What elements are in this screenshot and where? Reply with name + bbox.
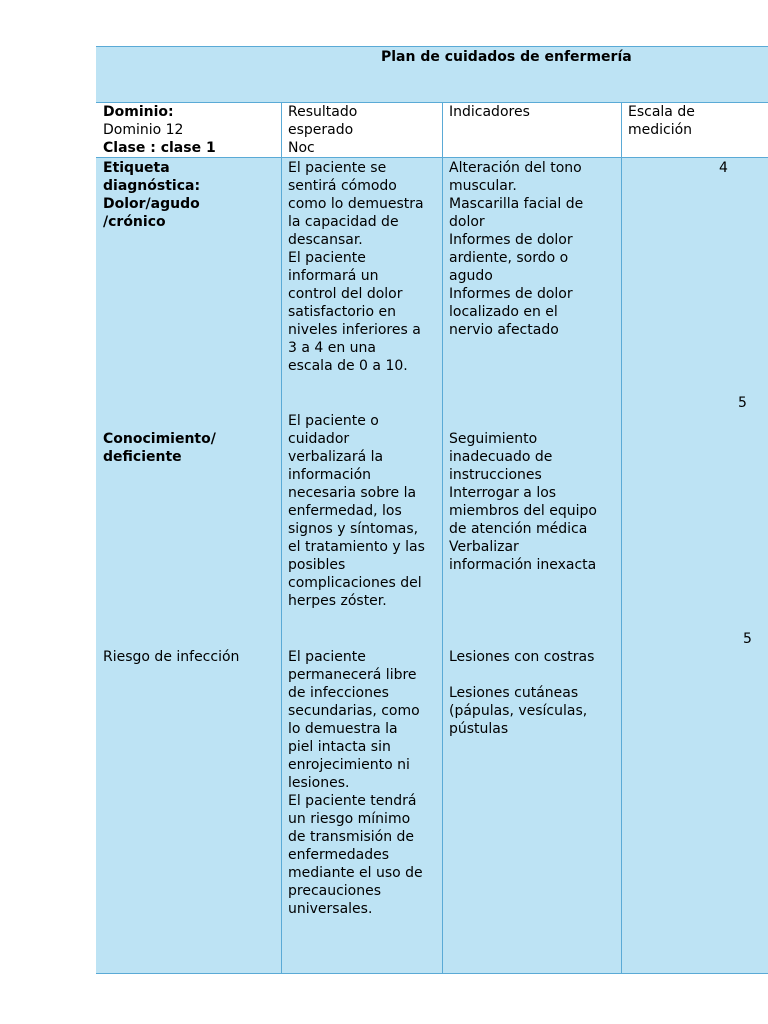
text-line: como lo demuestra: [288, 196, 424, 212]
text-line: control del dolor: [288, 286, 403, 302]
text-line: escala de 0 a 10.: [288, 358, 408, 374]
row-3-indicators: [449, 648, 594, 738]
text-line: Conocimiento/: [103, 431, 216, 447]
column-divider: [621, 103, 622, 973]
text-line: /crónico: [103, 214, 166, 230]
text-line: deficiente: [103, 449, 182, 465]
text-line: Informes de dolor: [449, 286, 573, 302]
text-line: El paciente se: [288, 160, 387, 176]
text-line: un riesgo mínimo: [288, 811, 411, 827]
header-line: esperado: [288, 122, 354, 138]
text-line: mediante el uso de: [288, 865, 423, 881]
column-divider: [281, 103, 282, 973]
text-line: sentirá cómodo: [288, 178, 397, 194]
text-line: información: [288, 467, 372, 483]
text-line: muscular.: [449, 178, 517, 194]
text-line: enrojecimiento ni: [288, 757, 410, 773]
text-line: ardiente, sordo o: [449, 250, 569, 266]
text-line: El paciente: [288, 649, 366, 665]
text-line: enfermedades: [288, 847, 390, 863]
text-line: posibles: [288, 557, 346, 573]
text-line: Interrogar a los: [449, 485, 557, 501]
row-2-indicators: [449, 430, 597, 574]
text-line: Etiqueta: [103, 160, 170, 176]
text-line: Dolor/agudo: [103, 196, 200, 212]
text-line: El paciente o: [288, 413, 379, 429]
text-line: niveles inferiores a: [288, 322, 421, 338]
text-line: dolor: [449, 214, 485, 230]
header-domain-label: Dominio:: [103, 104, 174, 120]
header-line: Indicadores: [449, 104, 530, 120]
text-line: secundarias, como: [288, 703, 420, 719]
text-line: [449, 666, 594, 684]
text-line: verbalizará la: [288, 449, 384, 465]
header-line: Escala de: [628, 104, 695, 120]
text-line: (pápulas, vesículas,: [449, 703, 588, 719]
header-line: Noc: [288, 140, 315, 156]
row-2-expected: [288, 412, 425, 610]
text-line: El paciente tendrá: [288, 793, 417, 809]
text-line: agudo: [449, 268, 493, 284]
text-line: enfermedad, los: [288, 503, 402, 519]
row-1-diagnosis: [103, 159, 200, 231]
text-line: nervio afectado: [449, 322, 559, 338]
row-1-indicators: [449, 159, 583, 339]
text-line: de atención médica: [449, 521, 588, 537]
row-2-scale: 5: [738, 395, 747, 411]
header-domain: [103, 103, 216, 157]
text-line: El paciente: [288, 250, 366, 266]
text-line: piel intacta sin: [288, 739, 391, 755]
text-line: localizado en el: [449, 304, 558, 320]
page-title: Plan de cuidados de enfermería: [381, 49, 632, 65]
text-line: Riesgo de infección: [103, 649, 240, 665]
text-line: signos y síntomas,: [288, 521, 419, 537]
text-line: de transmisión de: [288, 829, 415, 845]
text-line: pústulas: [449, 721, 509, 737]
header-expected-result: [288, 103, 357, 157]
title-band: [96, 47, 768, 103]
text-line: de infecciones: [288, 685, 389, 701]
text-line: diagnóstica:: [103, 178, 201, 194]
text-line: Seguimiento: [449, 431, 538, 447]
header-line: Resultado: [288, 104, 358, 120]
text-line: precauciones: [288, 883, 382, 899]
text-line: necesaria sobre la: [288, 485, 417, 501]
text-line: inadecuado de: [449, 449, 553, 465]
text-line: el tratamiento y las: [288, 539, 425, 555]
row-1-scale: 4: [719, 160, 728, 176]
row-3-diagnosis: [103, 648, 239, 666]
text-line: cuidador: [288, 431, 350, 447]
text-line: lesiones.: [288, 775, 350, 791]
header-line: medición: [628, 122, 693, 138]
text-line: permanecerá libre: [288, 667, 417, 683]
text-line: complicaciones del: [288, 575, 422, 591]
text-line: información inexacta: [449, 557, 597, 573]
text-line: herpes zóster.: [288, 593, 387, 609]
text-line: Informes de dolor: [449, 232, 573, 248]
text-line: la capacidad de: [288, 214, 399, 230]
row-3-scale: 5: [743, 631, 752, 647]
text-line: informará un: [288, 268, 379, 284]
header-class: Clase : clase 1: [103, 140, 216, 156]
text-line: instrucciones: [449, 467, 542, 483]
text-line: Verbalizar: [449, 539, 519, 555]
text-line: Lesiones cutáneas: [449, 685, 579, 701]
header-scale: [628, 103, 695, 139]
text-line: miembros del equipo: [449, 503, 597, 519]
row-2-diagnosis: [103, 430, 216, 466]
text-line: Lesiones con costras: [449, 649, 595, 665]
header-indicators: [449, 103, 530, 121]
text-line: Alteración del tono: [449, 160, 582, 176]
text-line: Mascarilla facial de: [449, 196, 584, 212]
row-1-expected: [288, 159, 424, 375]
text-line: satisfactorio en: [288, 304, 396, 320]
row-3-expected: [288, 648, 423, 918]
text-line: 3 a 4 en una: [288, 340, 377, 356]
text-line: lo demuestra la: [288, 721, 398, 737]
text-line: universales.: [288, 901, 373, 917]
care-plan-table: [96, 46, 768, 974]
column-divider: [442, 103, 443, 973]
text-line: descansar.: [288, 232, 363, 248]
header-domain-value: Dominio 12: [103, 122, 184, 138]
